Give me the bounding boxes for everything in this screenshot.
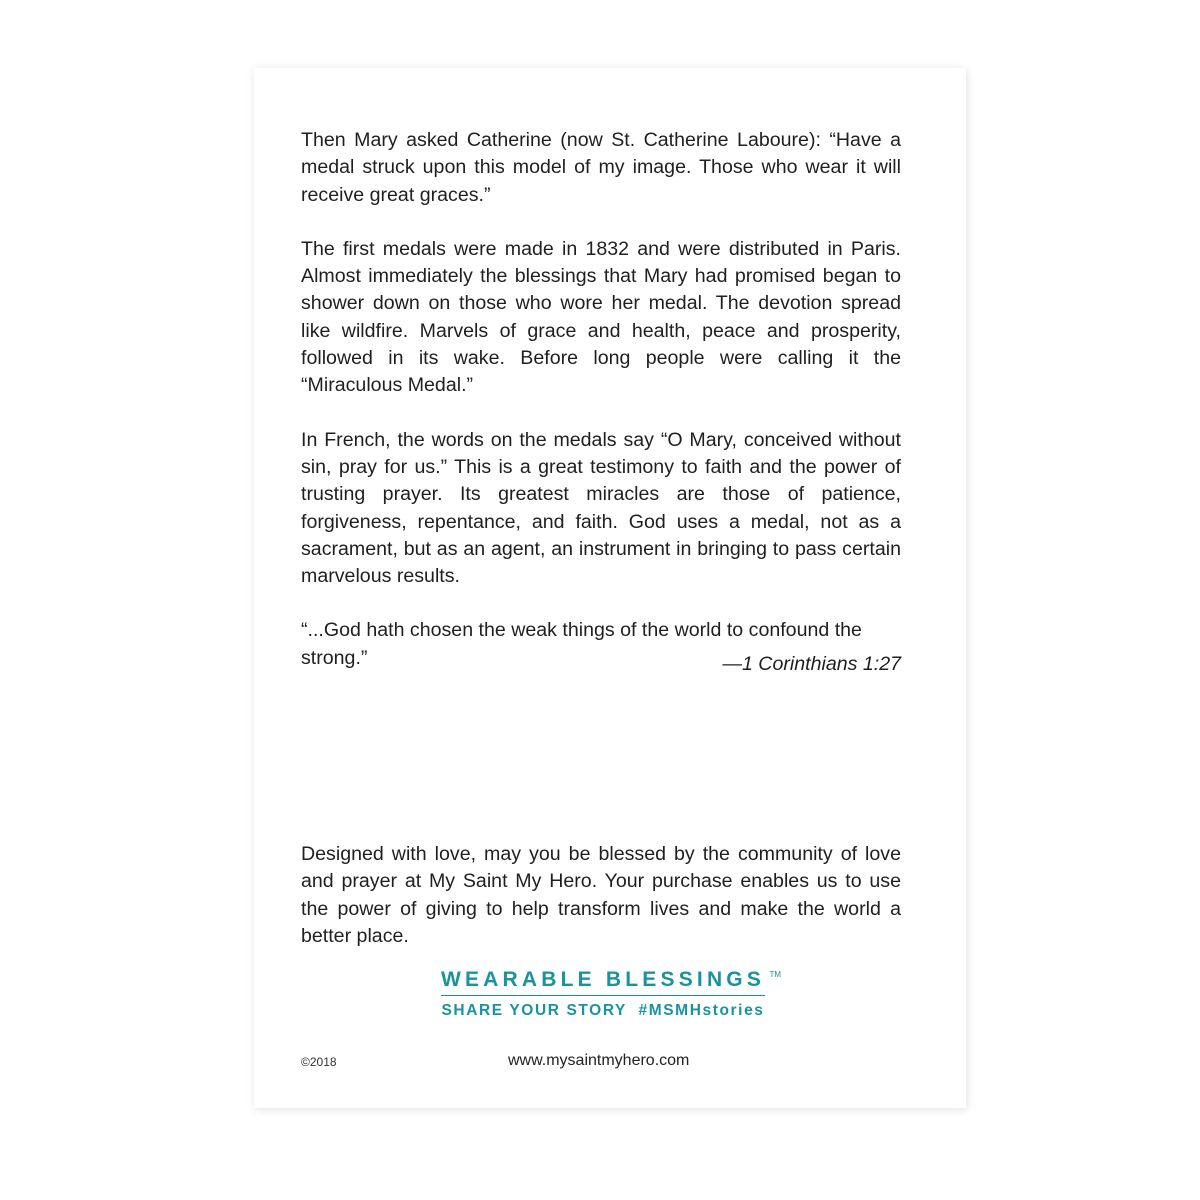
brand-trademark: TM: [769, 970, 782, 979]
website-url: www.mysaintmyhero.com: [508, 1052, 690, 1069]
prayer-card: [254, 68, 966, 1108]
copyright-notice: ©2018: [301, 1055, 337, 1069]
quote-citation: —1 Corinthians 1:27: [722, 653, 901, 676]
brand-title-text: WEARABLE BLESSINGS: [440, 968, 766, 991]
scripture-quote: [301, 617, 901, 677]
brand-logo: [418, 968, 788, 1020]
closing-paragraph: Designed with love, may you be blessed by the community of love and prayer at My Saint My Hero. Your purchase enables us to use the power of giving to help transform lives and make the world a better place.: [301, 843, 901, 947]
paragraph-mary-request: Then Mary asked Catherine (now St. Catherine Laboure): “Have a medal struck upon this model of my image. Those who wear it will receive great graces.”: [301, 129, 901, 206]
quote-text: “...God hath chosen the weak things of the world to confound the strong.”: [301, 619, 862, 669]
card-body: [301, 127, 901, 677]
brand-title: [440, 968, 782, 996]
paragraph-first-medals: The first medals were made in 1832 and were distributed in Paris. Almost immediately the blessings that Mary had promised began to shower down on those who wore her medal. The devotion spread like wildfire. Marvels of grace and health, peace and prosperity, followed in its wake. Before long people were calling it the “Miraculous Medal.”: [301, 237, 901, 397]
brand-tagline: SHARE YOUR STORY #MSMHstories: [441, 1002, 765, 1019]
paragraph-french-words: In French, the words on the medals say “O Mary, conceived without sin, pray for us.” This is a great testimony to faith and the power of trusting prayer. Its greatest miracles are those of patience, forgiveness, repentance, and faith. God uses a medal, not as a sacrament, but as an agent, an instrument in bringing to pass certain marvelous results.: [301, 428, 901, 588]
